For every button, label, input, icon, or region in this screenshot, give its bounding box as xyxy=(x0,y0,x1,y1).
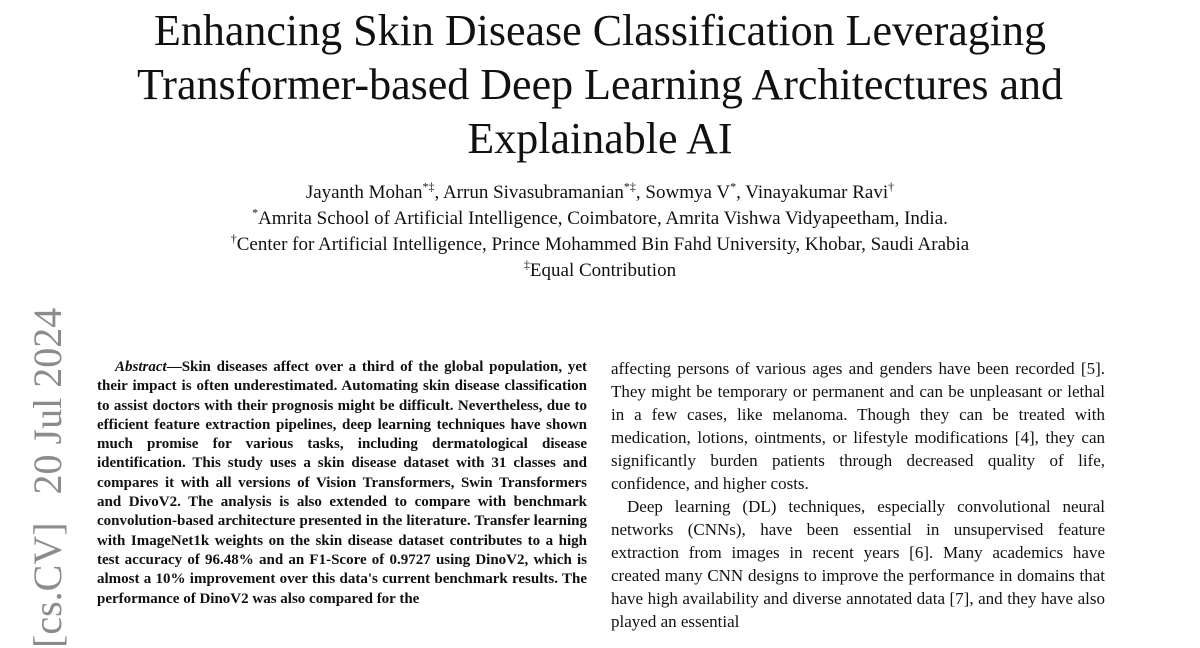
arxiv-category: [cs.CV] xyxy=(25,522,70,648)
author-name: Sowmya V xyxy=(645,182,731,203)
arxiv-side-stamp xyxy=(25,307,70,648)
author-name: Vinayakumar Ravi xyxy=(745,182,889,203)
author-separator: , xyxy=(635,182,646,203)
body-column-right xyxy=(611,357,1105,633)
affiliation-text: Center for Artificial Intelligence, Prince Mohammed Bin Fahd University, Khobar, Saudi Arabia xyxy=(236,234,970,255)
affiliation-line xyxy=(100,258,1100,284)
abstract-label: Abstract xyxy=(115,359,167,375)
author-marks: * xyxy=(730,179,737,194)
affiliation-text: Amrita School of Artificial Intelligence, Coimbatore, Amrita Vishwa Vidyapeetham, India. xyxy=(258,208,948,229)
author-name: Arrun Sivasubramanian xyxy=(442,182,624,203)
affiliation-mark: ‡ xyxy=(523,257,530,272)
body-paragraph: Deep learning (DL) techniques, especially convolutional neural networks (CNNs), have been essential in unsupervised feature extraction from images in recent years [6]. Many academics have created many CNN designs to improve the performance in domains that have high availability and diverse annotated data [7], and they have also played an essential xyxy=(611,497,1105,631)
author-marks: *‡ xyxy=(422,179,435,194)
affiliation-text: Equal Contribution xyxy=(529,260,677,281)
affiliation-line xyxy=(100,206,1100,232)
abstract-dash: — xyxy=(166,359,182,375)
author-separator: , xyxy=(434,182,443,203)
title-line: Enhancing Skin Disease Classification Leveraging xyxy=(154,6,1046,55)
author-separator: , xyxy=(736,182,746,203)
abstract-column xyxy=(97,358,587,609)
paper-title xyxy=(60,4,1140,166)
abstract-text: Skin diseases affect over a third of the global population, yet their impact is often underestimated. Automating skin disease classification to assist doctors with their prognosis might be difficult. Nevertheless, due to efficient feature extraction pipelines, deep learning techniques have shown much promise for various tasks, including dermatological disease identification. This study uses a skin disease dataset with 31 classes and compares it with all versions of Vision Transformers, Swin Transformers and DivoV2. The analysis is also extended to compare with benchmark convolution-based architecture presented in the literature. Transfer learning with ImageNet1k weights on the skin disease dataset contributes to a high test accuracy of 96.48% and an F1-Score of 0.9727 using DinoV2, which is almost a 10% improvement over this data's current benchmark results. The performance of DinoV2 was also compared for the xyxy=(97,359,587,607)
affiliation-mark: † xyxy=(230,231,237,246)
author-marks: *‡ xyxy=(623,179,636,194)
arxiv-date: 20 Jul 2024 xyxy=(25,307,70,495)
author-name: Jayanth Mohan xyxy=(305,182,423,203)
title-line: Transformer-based Deep Learning Architectures and xyxy=(136,60,1064,109)
author-list xyxy=(100,180,1100,206)
body-paragraph: affecting persons of various ages and genders have been recorded [5]. They might be temporary or permanent and can be unpleasant or lethal in a few cases, like melanoma. Though they can be treated with medication, lotions, ointments, or lifestyle modifications [4], they can significantly burden patients through decreased quality of life, confidence, and higher costs. xyxy=(611,359,1105,493)
affiliation-line xyxy=(100,232,1100,258)
author-block xyxy=(100,180,1100,284)
affiliation-mark: * xyxy=(252,205,259,220)
author-marks: † xyxy=(888,179,895,194)
title-line: Explainable AI xyxy=(467,114,733,163)
abstract-paragraph xyxy=(97,358,587,609)
